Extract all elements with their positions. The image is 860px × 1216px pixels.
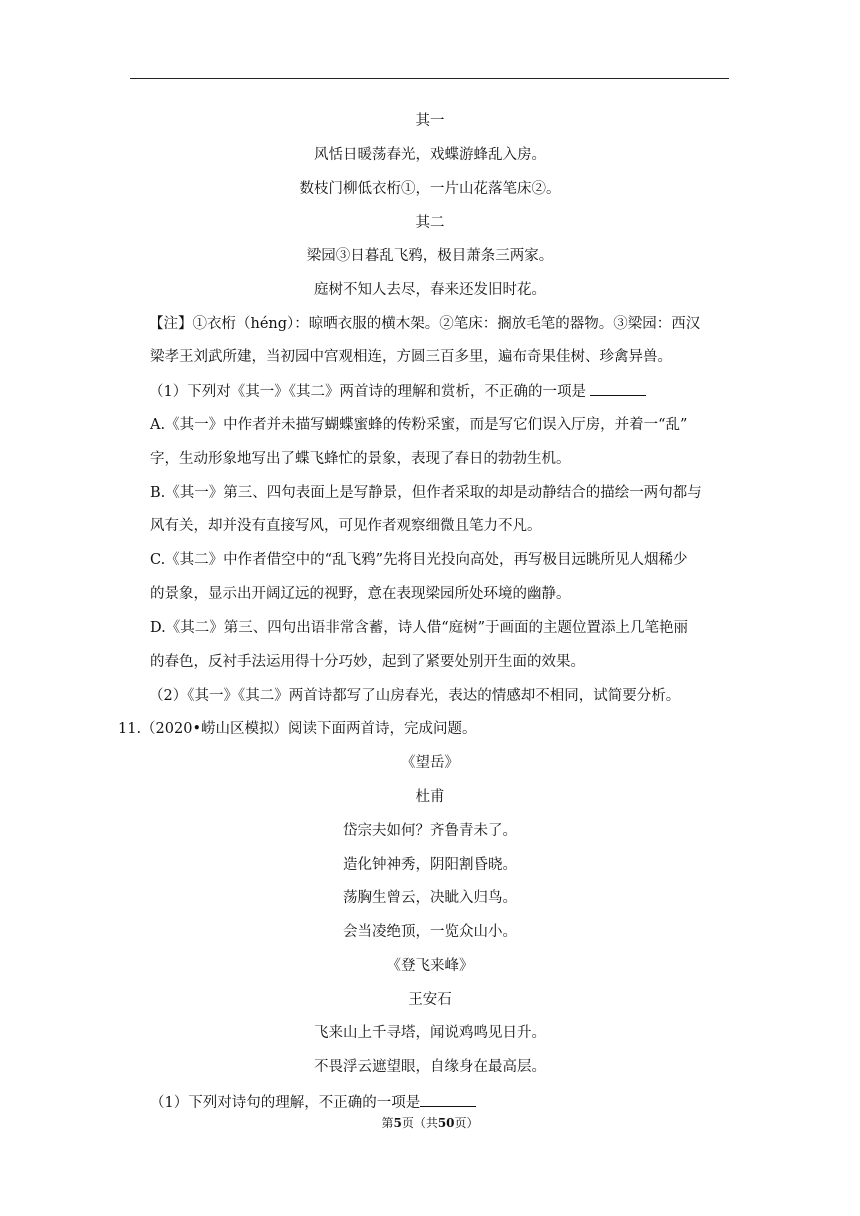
question-10-1 bbox=[149, 381, 646, 402]
option-a: 字，生动形象地写出了蝶飞蜂忙的景象，表现了春日的勃勃生机。 bbox=[150, 451, 571, 467]
question-11-1 bbox=[150, 1092, 476, 1113]
footer-text: 页（共 bbox=[401, 1116, 438, 1130]
option-d: D.《其二》第三、四句出语非常含蓄，诗人借“庭树”于画面的主题位置添上几笔艳丽 bbox=[150, 620, 689, 636]
poem-line: 数枝门柳低衣桁①，一片山花落笔床②。 bbox=[299, 181, 561, 197]
poem-line: 风恬日暖荡春光，戏蝶游蜂乱入房。 bbox=[314, 147, 546, 163]
poem-title: 《登飞来峰》 bbox=[386, 958, 474, 974]
question-text: （1）下列对诗句的理解，不正确的一项是 bbox=[150, 1095, 421, 1111]
poem-line: 岱宗夫如何？齐鲁青未了。 bbox=[343, 823, 517, 839]
poem-title-1: 其一 bbox=[415, 113, 445, 129]
poem-title: 《望岳》 bbox=[401, 755, 459, 771]
annotation-note: 梁孝王刘武所建，当初园中宫观相连，方圆三百多里，遍布奇果佳树、珍禽异兽。 bbox=[150, 349, 672, 365]
header-rule bbox=[130, 78, 729, 79]
question-10-2: （2）《其一》《其二》两首诗都写了山房春光，表达的情感却不相同，试简要分析。 bbox=[149, 688, 681, 704]
page-footer bbox=[0, 1113, 860, 1133]
option-c: C.《其二》中作者借空中的“乱飞鸦”先将目光投向高处，再写极目远眺所见人烟稀少 bbox=[150, 552, 688, 568]
poem-line: 庭树不知人去尽，春来还发旧时花。 bbox=[314, 282, 546, 298]
poem-author: 王安石 bbox=[408, 992, 452, 1008]
question-text: （1）下列对《其一》《其二》两首诗的理解和赏析，不正确的一项是 bbox=[149, 384, 586, 400]
answer-blank[interactable] bbox=[590, 381, 646, 396]
poem-title-2: 其二 bbox=[415, 215, 445, 231]
footer-text: 第 bbox=[381, 1116, 394, 1130]
page-number: 5 bbox=[393, 1116, 402, 1130]
option-d: 的春色，反衬手法运用得十分巧妙，起到了紧要处别开生面的效果。 bbox=[150, 654, 585, 670]
poem-line: 会当凌绝顶，一览众山小。 bbox=[343, 924, 517, 940]
option-c: 的景象，显示出开阔辽远的视野，意在表现梁园所处环境的幽静。 bbox=[150, 586, 571, 602]
footer-text: 页） bbox=[454, 1116, 479, 1130]
poem-line: 梁园③日暮乱飞鸦，极目萧条三两家。 bbox=[306, 248, 554, 264]
question-11-stem: 11.（2020•崂山区模拟）阅读下面两首诗，完成问题。 bbox=[118, 721, 477, 737]
poem-line: 造化钟神秀，阴阳割昏晓。 bbox=[343, 857, 517, 873]
option-a: A.《其一》中作者并未描写蝴蝶蜜蜂的传粉采蜜，而是写它们误入厅房，并着一“乱” bbox=[150, 417, 688, 433]
poem-author: 杜甫 bbox=[415, 789, 445, 805]
poem-line: 飞来山上千寻塔，闻说鸡鸣见日升。 bbox=[314, 1025, 546, 1041]
poem-line: 不畏浮云遮望眼，自缘身在最高层。 bbox=[314, 1059, 546, 1075]
answer-blank[interactable] bbox=[420, 1092, 476, 1107]
option-b: B.《其一》第三、四句表面上是写静景，但作者采取的却是动静结合的描绘一两句都与 bbox=[150, 485, 702, 501]
option-b: 风有关，却并没有直接写风，可见作者观察细微且笔力不凡。 bbox=[150, 518, 542, 534]
annotation-note: 【注】①衣桁（héng）：晾晒衣服的横木架。②笔床：搁放毛笔的器物。③梁园：西汉 bbox=[149, 316, 701, 332]
poem-line: 荡胸生曾云，决眦入归鸟。 bbox=[343, 890, 517, 906]
page-total: 50 bbox=[437, 1116, 455, 1130]
